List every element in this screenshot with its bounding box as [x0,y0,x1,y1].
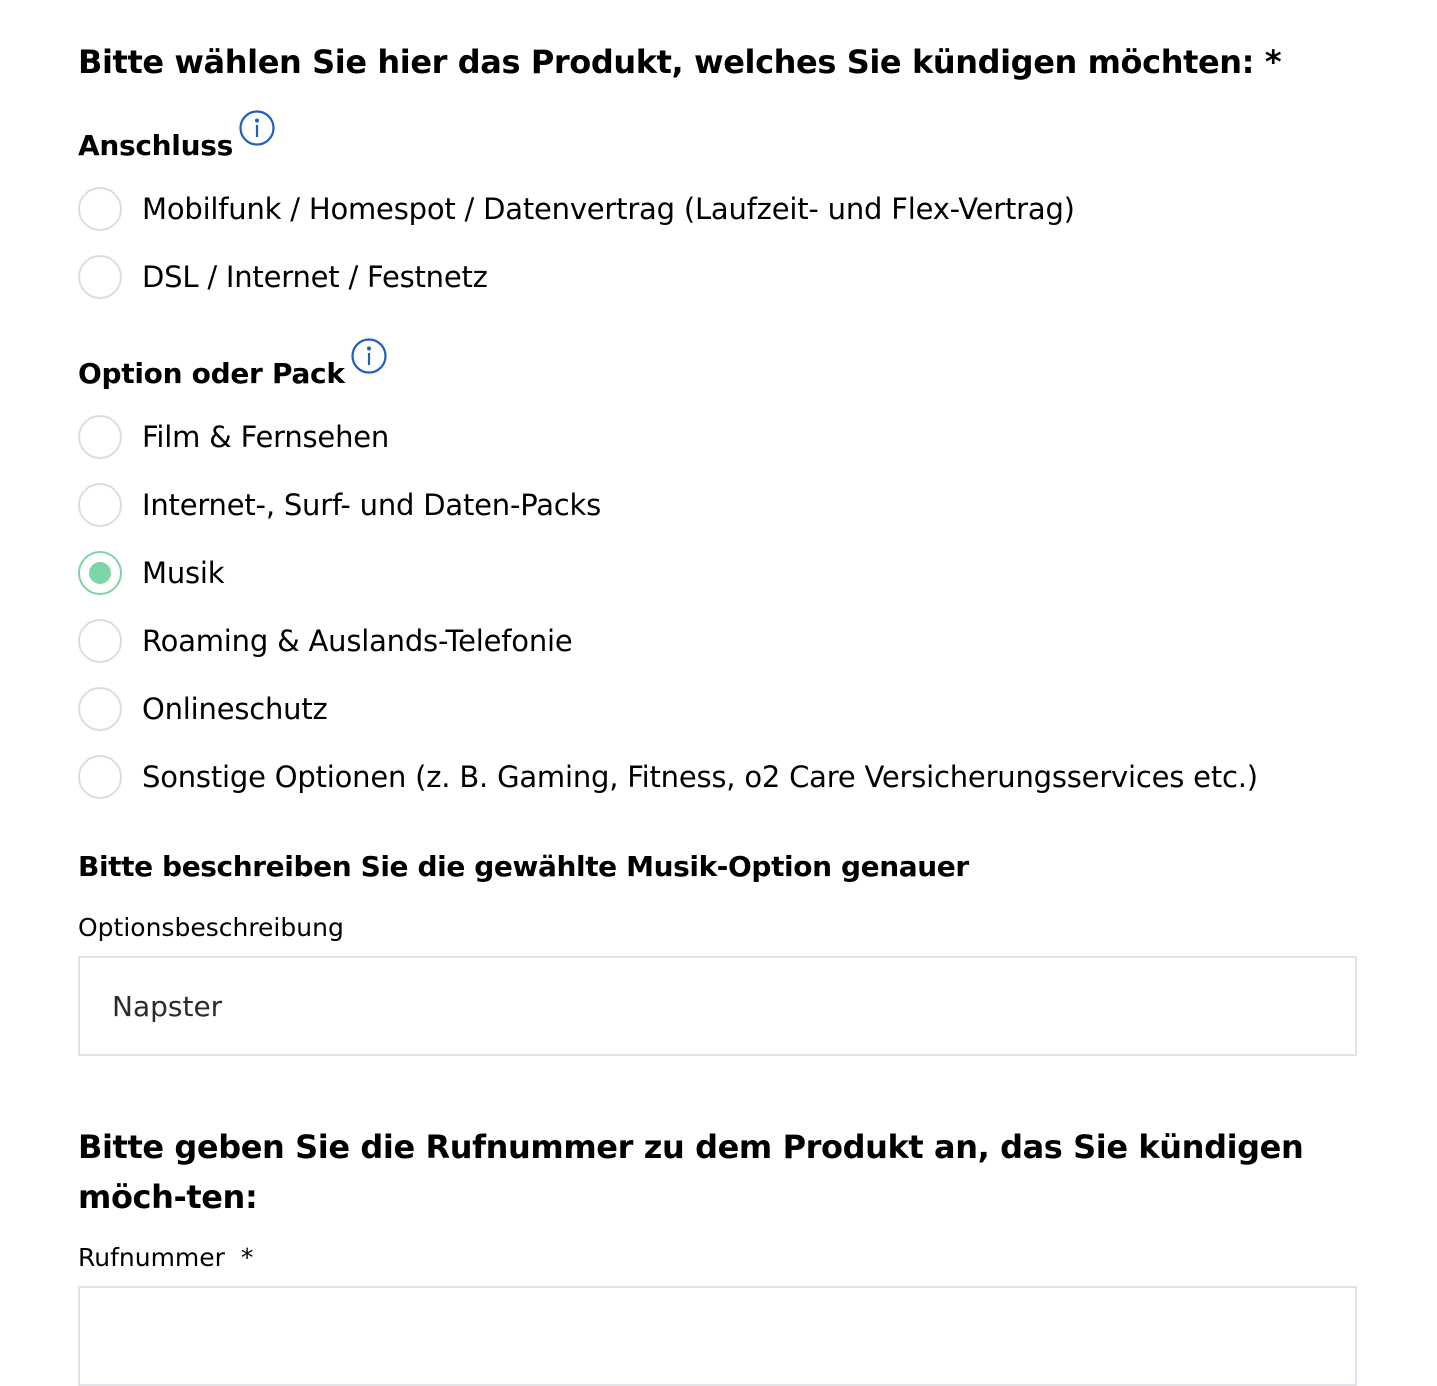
radio-button[interactable] [78,187,122,231]
group-title-option-pack [78,356,387,392]
phone-number-input[interactable] [78,1286,1357,1386]
radio-button-checked[interactable] [78,551,122,595]
radio-label: Sonstige Optionen (z. B. Gaming, Fitness, o2 Care Versicherungsservices etc.) [142,760,1258,794]
radio-option-sonstige[interactable] [78,753,1258,801]
radio-option-roaming[interactable] [78,617,573,665]
radio-button[interactable] [78,755,122,799]
radio-option-mobilfunk[interactable] [78,185,1075,233]
info-circle-icon[interactable] [239,110,275,146]
radio-label: Film & Fernsehen [142,420,390,454]
radio-option-film[interactable] [78,413,389,461]
product-question-title: Bitte wählen Sie hier das Produkt, welches Sie kündigen möchten: * [78,43,1282,81]
radio-label: Onlineschutz [142,692,328,726]
radio-button[interactable] [78,255,122,299]
radio-option-dsl[interactable] [78,253,488,301]
radio-label: DSL / Internet / Festnetz [142,260,488,294]
group-title-anschluss-label: Anschluss [78,129,233,162]
radio-label: Internet-, Surf- und Daten-Packs [142,488,602,522]
radio-button[interactable] [78,619,122,663]
group-title-anschluss [78,128,275,164]
radio-label: Mobilfunk / Homespot / Datenvertrag (Laufzeit- und Flex-Vertrag) [142,192,1075,226]
phone-number-label: Rufnummer * [78,1243,254,1272]
info-circle-icon[interactable] [351,338,387,374]
radio-option-internet-packs[interactable] [78,481,601,529]
radio-button[interactable] [78,687,122,731]
radio-label: Roaming & Auslands-Telefonie [142,624,573,658]
radio-option-musik[interactable] [78,549,224,597]
option-description-input[interactable] [78,956,1357,1056]
radio-label: Musik [142,556,225,590]
radio-button[interactable] [78,483,122,527]
radio-option-onlineschutz[interactable] [78,685,328,733]
phone-question-title: Bitte geben Sie die Rufnummer zu dem Produkt an, das Sie kündigen möch-ten: [78,1128,1304,1216]
group-title-option-pack-label: Option oder Pack [78,357,345,390]
option-description-label: Optionsbeschreibung [78,913,344,942]
description-heading: Bitte beschreiben Sie die gewählte Musik-Option genauer [78,850,969,883]
radio-button[interactable] [78,415,122,459]
